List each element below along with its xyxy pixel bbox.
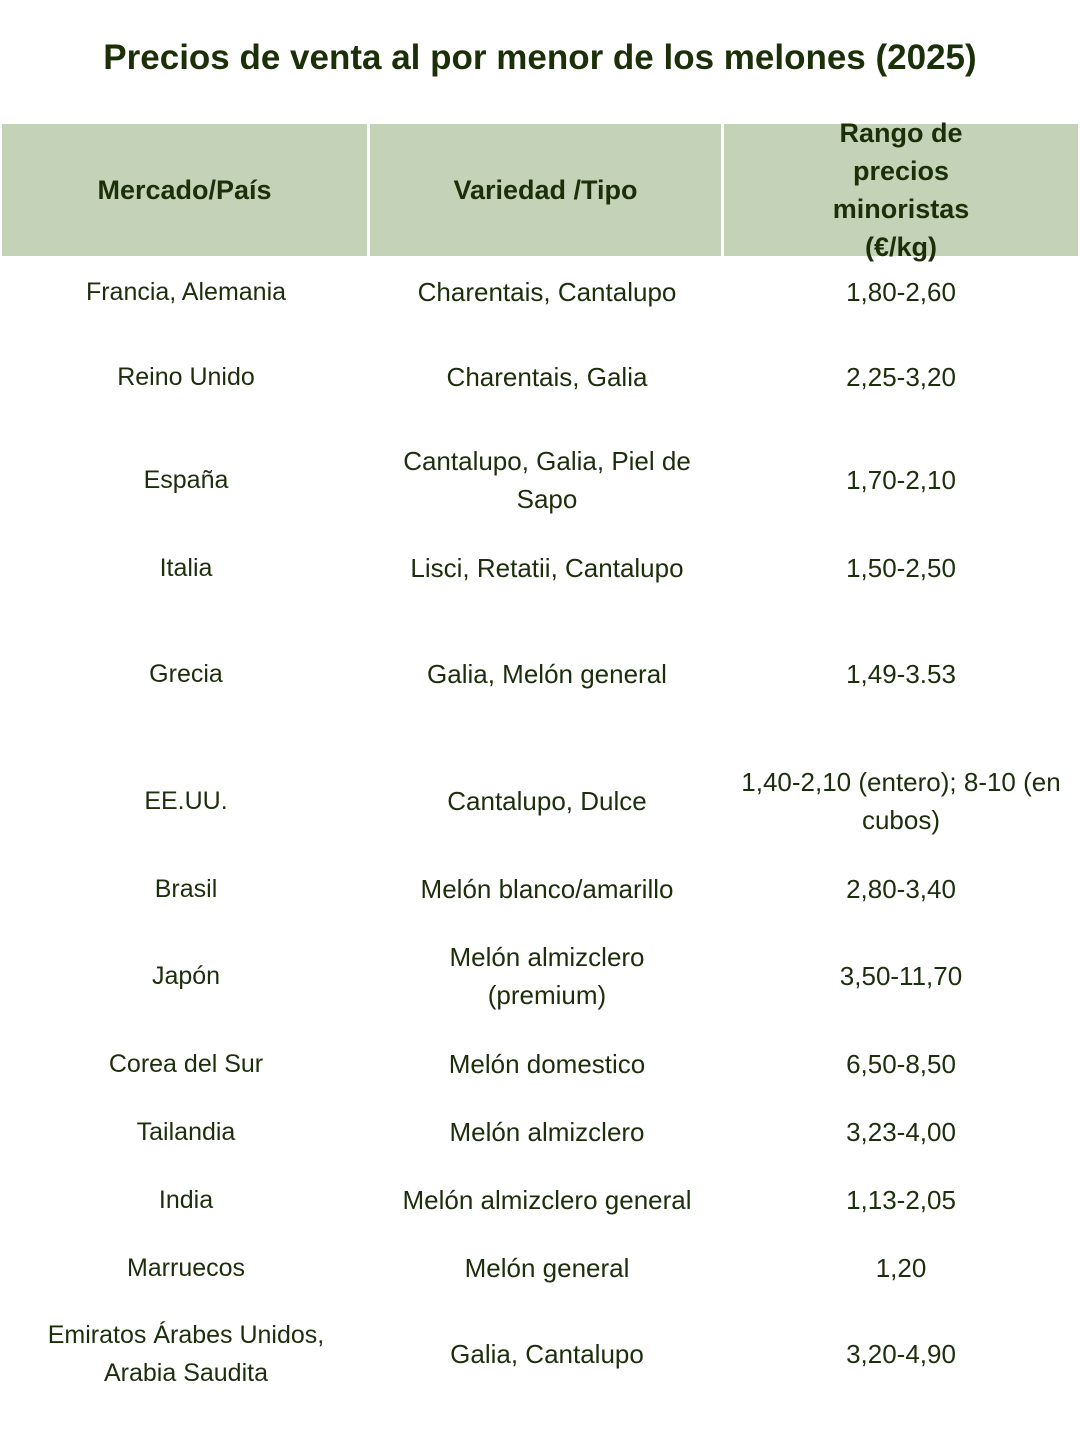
table-row — [2, 353, 1078, 401]
table-row — [2, 761, 1078, 841]
variety-cell: Melón almizclero — [449, 1117, 645, 1147]
price-cell: 3,20-4,90 — [846, 1339, 956, 1369]
variety-cell: Cantalupo, Galia, Piel de Sapo — [403, 446, 691, 514]
variety-cell: Melón general — [464, 1253, 630, 1283]
price-cell: 6,50-8,50 — [846, 1049, 956, 1079]
variety-cell: Lisci, Retatii, Cantalupo — [410, 553, 684, 583]
variety-cell: Galia, Cantalupo — [450, 1339, 644, 1369]
market-cell: Corea del Sur — [108, 1050, 264, 1078]
price-table — [2, 118, 1078, 1387]
market-cell: Emiratos Árabes Unidos, Arabia Saudita — [47, 1321, 325, 1387]
table-row — [2, 865, 1078, 913]
price-cell: 1,40-2,10 (entero); 8-10 (en cubos) — [741, 767, 1061, 835]
price-cell: 2,80-3,40 — [846, 874, 956, 904]
price-cell: 2,25-3,20 — [846, 362, 956, 392]
price-cell: 1,50-2,50 — [846, 553, 956, 583]
market-cell: Francia, Alemania — [85, 278, 287, 306]
price-cell: 1,70-2,10 — [846, 465, 956, 495]
price-cell: 1,20 — [875, 1253, 927, 1283]
table-row — [2, 1314, 1078, 1394]
market-cell: Tailandia — [136, 1118, 236, 1146]
market-cell: Grecia — [149, 660, 223, 688]
market-cell: India — [158, 1186, 214, 1214]
variety-cell: Galia, Melón general — [427, 659, 667, 689]
market-cell: Reino Unido — [117, 363, 255, 391]
variety-cell: Melón blanco/amarillo — [420, 874, 674, 904]
price-cell: 1,13-2,05 — [846, 1185, 956, 1215]
table-header — [2, 118, 1078, 262]
price-cell: 3,23-4,00 — [846, 1117, 956, 1147]
column-header-price-range: Rango de precios minoristas (€/kg) — [832, 118, 970, 262]
table-row — [2, 1176, 1078, 1224]
market-cell: Italia — [159, 554, 213, 582]
price-cell: 1,49-3.53 — [846, 659, 956, 689]
variety-cell: Melón domestico — [448, 1049, 646, 1079]
variety-cell: Charentais, Cantalupo — [417, 277, 677, 307]
variety-cell: Cantalupo, Dulce — [447, 786, 647, 816]
table-row — [2, 268, 1078, 316]
table-row — [2, 440, 1078, 520]
table-row — [2, 936, 1078, 1016]
page-title: Precios de venta al por menor de los melones (2025) — [103, 38, 977, 77]
price-cell: 1,80-2,60 — [846, 277, 956, 307]
table-row — [2, 650, 1078, 698]
market-cell: Japón — [151, 962, 221, 990]
market-cell: Brasil — [154, 875, 218, 903]
variety-cell: Melón almizclero general — [402, 1185, 692, 1215]
table-row — [2, 1040, 1078, 1088]
column-header-market: Mercado/País — [2, 124, 370, 256]
price-cell: 3,50-11,70 — [839, 961, 963, 991]
variety-cell: Charentais, Galia — [446, 362, 648, 392]
market-cell: Marruecos — [126, 1254, 246, 1282]
market-cell: España — [143, 466, 229, 494]
table-row — [2, 1244, 1078, 1292]
column-header-variety: Variedad /Tipo — [370, 124, 724, 256]
market-cell: EE.UU. — [144, 787, 228, 815]
table-row — [2, 1108, 1078, 1156]
variety-cell: Melón almizclero (premium) — [449, 942, 645, 1010]
table-row — [2, 544, 1078, 592]
